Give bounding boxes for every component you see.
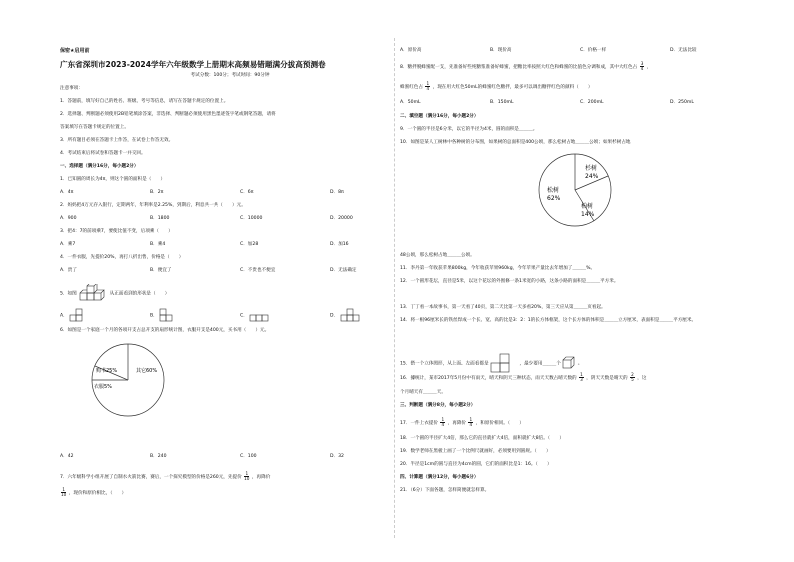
- option-d: D．8π: [330, 190, 344, 195]
- pie-label-other: 其它60%: [136, 368, 158, 374]
- question-5: [60, 284, 169, 302]
- option-b: B．240: [150, 454, 167, 459]
- fraction: $\frac{2}{5}$: [631, 372, 634, 383]
- pie-value-cypress: 14%: [581, 211, 595, 218]
- option-b: B．: [150, 308, 179, 322]
- option-c: C．: [240, 308, 269, 322]
- question-16-cont: 个月晴天有＿＿＿天。: [400, 390, 446, 395]
- pie-label-books: 购书25%: [96, 368, 118, 374]
- note-item: 4．考试结束后将试卷和答题卡一并交回。: [60, 151, 146, 156]
- question-17: 17．一件上衣提价 $\frac{1}{4}$ ，再降价 $\frac{1}{4}$ ，和原价相同。（ ）: [400, 417, 524, 428]
- question-14: 14．将一根96厘米长的铁丝焊成一个长、宽、高的比是3：2：1的长方体框架，这个长方体的体积是＿＿＿立方厘米，表面积是＿＿＿平方厘米。: [400, 318, 697, 323]
- option-a: A．贵了: [60, 268, 77, 273]
- option-b: B．现价高: [490, 48, 512, 53]
- fraction: $\frac{1}{10}$: [61, 487, 67, 498]
- question-15: 15．搭一个立体图形，从上面、左面看都是 ，最少要用＿＿＿个 。: [400, 352, 582, 374]
- question-20: 20．半径是1cm的圆与直径为4cm的圆，它们的面积比是1：16。（ ）: [400, 462, 552, 467]
- pie-value-pine: 62%: [547, 195, 561, 202]
- option-d: D．: [330, 308, 360, 322]
- note-item: 3．所有题目必须在答题卡上作答，在试卷上作答无效。: [60, 138, 174, 143]
- tree-pie-chart: [535, 150, 615, 230]
- question-19: 19．数学老师在黑板上画了一个比例尺就画好，必须要用到圆规。（ ）: [400, 449, 551, 454]
- option-b: B．乘4: [150, 242, 166, 247]
- question-10: 10．如图是某人工树林中各种树的分布图，如果树的总面积是400公顷，那么松树占地＿＿＿公顷；如果杉树占地: [400, 140, 631, 145]
- option-b: B．1800: [150, 216, 170, 221]
- option-a: A．4π: [60, 190, 74, 195]
- option-a-shape-icon: [69, 308, 89, 322]
- question-6: 6．如图是一个家庭一个月的各项开支占总开支的扇形统计图，衣服开支是400元，买书用（ ）元。: [60, 328, 270, 333]
- small-cube-icon: [562, 356, 576, 370]
- option-c: C．6π: [240, 190, 254, 195]
- expense-pie-chart: [88, 340, 168, 420]
- option-c: C．10000: [240, 216, 263, 221]
- option-d: D．加16: [330, 242, 349, 247]
- option-c: C．加28: [240, 242, 259, 247]
- pie-label-fir: 杉树: [585, 165, 598, 172]
- pie-label-cypress: 柏树: [581, 203, 594, 210]
- question-21: 21．（6分）下面各题，怎样简便就怎样算。: [400, 488, 490, 493]
- pie-label-clothes: 衣服5%: [94, 384, 112, 390]
- view-shape-icon: [490, 352, 518, 374]
- option-a: A．900: [60, 216, 77, 221]
- option-b: B．2π: [150, 190, 164, 195]
- option-d: D．无法确定: [330, 268, 357, 273]
- option-d: D．无法比较: [670, 48, 697, 53]
- confidential-label: 保密★启用前: [60, 48, 90, 54]
- question-8: 8．糖拌脱蜂蜜配一支，先准备好些纯糖浆准备好蜂蜜，把糖比率按照大红色和蜂蜜的比值色分调和成，其中大红色占 $\frac{3}{4}$ ，: [400, 61, 652, 72]
- note-item: 2．选择题、判断题必须使用2B铅笔填涂答案，非选择、判断题必须使用黑色墨迹签字笔或钢笔答题，请将: [60, 112, 276, 117]
- fraction: $\frac{3}{4}$: [640, 61, 644, 72]
- fraction: $\frac{1}{4}$: [426, 81, 430, 92]
- option-b: B．150mL: [490, 100, 514, 105]
- question-4: 4．一件衣服，先提价20%，再打八折出售，价格是（ ）: [60, 255, 184, 260]
- section-heading: 四、计算题（满分12分，每小题6分）: [400, 475, 479, 480]
- question-11: 11．李丹第一年收获苹果800kg，今年收获苹果960kg，今年苹果产量比去年增加了＿＿＿%。: [400, 266, 596, 271]
- section-heading: 三、判断题（满分8分，每小题2分）: [400, 403, 476, 408]
- question-7: 7．六年级科学小组开展了自制水火箭比赛，赛后，一个探究模型的价格是260元，先提价 $\frac{1}{10}$ ，再降价: [60, 471, 271, 482]
- option-a: A．原价高: [400, 48, 422, 53]
- option-d: D．20000: [330, 216, 353, 221]
- option-d: D．32: [330, 454, 344, 459]
- fraction: $\frac{1}{4}$: [469, 417, 473, 428]
- option-c: C．200mL: [580, 100, 604, 105]
- option-b: B．便宜了: [150, 268, 172, 273]
- question-7-cont: $\frac{1}{10}$ ，现价和原价相比，（ ）: [61, 487, 127, 498]
- question-5-suffix: 从正面看到的形状是（ ）: [109, 291, 170, 297]
- question-8-cont: 蜂蜜红色占 $\frac{1}{4}$ ，现在用大红色50mL的蜂蜜红色糖拌，最多可以调出糖拌红色的颜料（ ）: [400, 81, 593, 92]
- fraction: $\frac{1}{4}$: [441, 417, 445, 428]
- option-b-shape-icon: [159, 308, 179, 322]
- question-3: 3．把4：7的前项乘7，要使比值不变，后项乘（ ）: [60, 229, 173, 234]
- option-c: C．价格一样: [580, 48, 607, 53]
- question-18: 18．一个圆的半径扩大4倍，那么它的直径就扩大4倍，面积就扩大8倍。（ ）: [400, 436, 564, 441]
- notes-title: 注意事项：: [60, 86, 83, 91]
- question-16: 16．據统计，某市2017年5月份中有雨天，晴天和阴天三种状态，雨天天数占晴天数的 $\frac{1}{3}$ ，阴天天数是晴天的 $\frac{2}{5}$ ，这: [400, 372, 647, 383]
- question-5-prefix: 5．如图: [60, 291, 77, 297]
- section-heading: 一、选择题（满分16分，每小题2分）: [60, 164, 139, 169]
- pie-label-pine: 松树: [547, 187, 560, 194]
- column-divider: [394, 38, 395, 538]
- question-1: 1．已知圆的周长为4π，则这个圆的面积是（ ）: [60, 177, 166, 182]
- question-2: 2．妈妈把4万元存入银行，定期两年，年利率是2.25%，到期后，利息共一共（ ）元。: [60, 203, 246, 208]
- option-d-shape-icon: [340, 308, 360, 322]
- question-12: 12．一个圆形花坛，直径是5米，以这个花坛的外围修一条1米宽的小路，这条小路的面积是＿＿＿平方米。: [400, 279, 619, 284]
- option-a: A．乘7: [60, 242, 76, 247]
- question-13: 13．丁丁看一本故事书，第一天看了40页，第二天比第一天多看20%，第三天应从第＿＿＿页看起。: [400, 305, 606, 310]
- exam-title: 广东省深圳市2023-2024学年六年级数学上册期末高频易错题满分拔高预测卷: [60, 60, 326, 69]
- option-a: A．50mL: [400, 100, 421, 105]
- option-c-shape-icon: [249, 308, 269, 322]
- option-d: D．250mL: [670, 100, 694, 105]
- note-item: 1．答题前，填写好自己的姓名、班级、考号等信息，请写在答题卡规定的位置上。: [60, 99, 229, 104]
- option-c: C．不贵也不便宜: [240, 268, 276, 273]
- fraction: $\frac{1}{10}$: [244, 471, 250, 482]
- fraction: $\frac{1}{3}$: [580, 372, 583, 383]
- cube-figure-icon: [78, 284, 108, 302]
- section-heading: 二、填空题（满分16分，每小题2分）: [400, 114, 479, 119]
- option-c: C．100: [240, 454, 257, 459]
- exam-meta: 考试分数：100分；考试时间：90分钟: [190, 73, 270, 78]
- note-item: 答案填写在答题卡规定的位置上。: [60, 125, 129, 130]
- question-10-cont: 48公顷，那么松树占地＿＿＿公顷。: [400, 253, 475, 258]
- option-a: A．42: [60, 454, 74, 459]
- pie-value-fir: 24%: [585, 173, 599, 180]
- option-a: A．: [60, 308, 89, 322]
- question-9: 9．一个圆的半径是6分米，以它的半径为4米，圆的面积是＿＿＿。: [400, 127, 538, 132]
